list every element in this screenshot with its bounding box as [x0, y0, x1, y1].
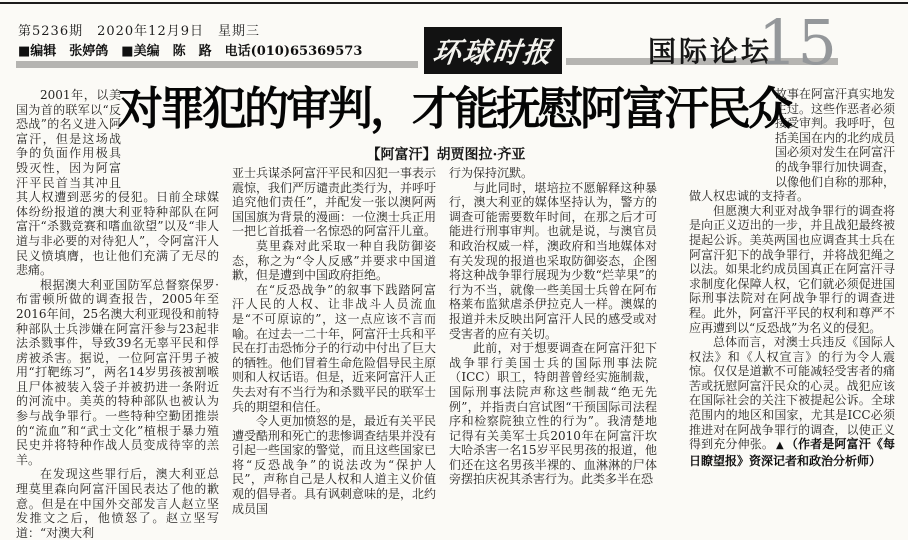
- article-paragraph: 行为保持沉默。: [449, 166, 534, 180]
- article-headline: 对罪犯的审判，才能抚慰阿富汗民众: [118, 83, 791, 134]
- newspaper-logo-text: 环球时报: [430, 35, 555, 69]
- author-credit: （作者是阿富汗《每日瞭望报》资深记者和政治分析师）: [689, 437, 895, 468]
- article-paragraph: 莫里森对此采取一种自我防御姿态，称之为“令人反感”并要求中国道歉，但是遭到中国政府拒绝。: [232, 238, 436, 283]
- section-title: 国际论坛: [648, 35, 773, 68]
- article-paragraph: 此前，对于想要调查在阿富汗犯下战争罪行美国士兵的国际刑事法院（ICC）职工，特朗普曾经实施制裁，国际刑事法院声称这些制裁“绝无先例”，并指责白宫试图“干预国际司法程序和检察院独立性的行为”。我清楚地记得有关美军士兵2010年在阿富汗坎大哈杀害一名15岁平民男孩的报道，他们还在这名男孩半裸的、血淋淋的尸体旁摆拍庆祝其杀害行为。此类多半在恐: [449, 341, 657, 487]
- article-paragraph: 与此同时，堪培拉不愿解释这种暴行，澳大利亚的媒体坚持认为，警方的调查可能需要数年时间，在那之后才可能进行刑事审判。也就是说，与澳官员和政治权威一样，澳政府和当地媒体对有关发现的报道也采取防御姿态，企图将这种战争罪行展现为少数“烂苹果”的行为不当，就像一些美国士兵曾在阿布格莱布监狱虐杀伊拉克人一样。澳媒的报道并未反映出阿富汗人民的感受或对受害者的应有关切。: [449, 180, 657, 341]
- headline-block: [118, 83, 791, 164]
- article-paragraph: 亚士兵谋杀阿富汗平民和囚犯一事表示震惊，我们严厉谴责此类行为，并呼吁追究他们责任”，并配发一张以澳阿两国国旗为背景的漫画：一位澳士兵正用一把匕首抵着一名惊恐的阿富汗儿童。: [232, 166, 437, 239]
- issue-date-line: 第5236期 2020年12月9日 星期三: [18, 24, 260, 39]
- editor-contact-line: ■编辑 张婷鸽 ■美编 陈 路 电话(010)65369573: [18, 44, 363, 59]
- article-column-3: [449, 166, 657, 507]
- article-byline: 【阿富汗】胡贾图拉·齐亚: [366, 146, 526, 163]
- article-paragraph: 总体而言，对澳士兵违反《国际人权法》和《人权宣言》的行为令人震惊。仅仅是道歉不可能减轻受害者的痛苦或抚慰阿富汗民众的心灵。战犯应该在国际社会的关注下被提起公诉。全球范围内的地区和国家，尤其是ICC必须推进对在阿战争罪行的调查，以使正义得到充分伸张。 ▲ （作者是阿富汗《每日瞭望报》资深记者和政治分析师）: [689, 335, 895, 468]
- page-number: 15: [758, 6, 837, 79]
- article-paragraph: 在“反恐战争”的叙事下践踏阿富汗人民的人权、让非战斗人员流血是“不可原谅的”，这一点应该不言而喻。在过去一二十年，阿富汗士兵和平民在打击恐怖分子的行动中付出了巨大的牺牲。他们冒着生命危险倡导民主原则和人权话语。但是，近来阿富汗人正失去对有不当行为和杀戮平民的联军士兵的期望和信任。: [232, 282, 437, 414]
- article-paragraph: 根据澳大利亚国防军总督察保罗·布雷顿所做的调查报告，2005年至2016年间，25名澳大利亚现役和前特种部队士兵涉嫌在阿富汗参与23起非法杀戮事件，导致39名无辜平民和俘虏被杀害。据说，一位阿富汗男子被用“打靶练习”，两名14岁男孩被割喉且尸体被装入袋子并被扔进一条附近的河流中。美英的特种部队也被认为参与战争罪行。一些特种空勤团推崇的“流血”和“武士文化”植根于暴力殖民史并将特种作战人员变成待宰的羔羊。: [16, 277, 219, 467]
- top-rule: [0, 2, 908, 4]
- article-paragraph: 令人更加愤怒的是，最近有关平民遭受酷刑和死亡的悲惨调查结果并没有引起一些国家的警觉，而且这些国家已将“反恐战争”的说法改为“保护人民”，声称自己是人权和人道主义价值观的倡导者。具有讽刺意味的是，北约成员国: [232, 414, 437, 516]
- article-paragraph: 2001年，以美国为首的联军以“反恐战”的名义进入阿富汗，但是这场战争的负面作用极具毁灭性，因为阿富汗平民首当其冲且其人权遭到恶劣的侵犯。日前全球媒体纷纷报道的澳大利亚特种部队在阿富汗“杀戮竞赛和嗜血欲望”以及“非人道与非必要的对待犯人”，令阿富汗人民义愤填膺，也让他们充满了无尽的悲痛。: [16, 88, 219, 278]
- newspaper-logo: [424, 27, 562, 74]
- article-paragraph: 但愿澳大利亚对战争罪行的调查将是向正义迈出的一步，并且战犯最终被提起公诉。美英两国也应调查其士兵在阿富汗犯下的战争罪行，并将战犯绳之以法。如果北约成员国真正在阿富汗寻求制度化保障人权，它们就必须促进国际刑事法院对在阿战争罪行的调查进程。此外，阿富汗平民的权利和尊严不应再遭到以“反恐战”为名义的侵犯。: [689, 203, 895, 335]
- article-paragraph: 在发现这些罪行后，澳大利亚总理莫里森向阿富汗国民表达了他的歉意。但是在中国外交部发言人赵立坚发推文之后，他愤怒了。赵立坚写道：“对澳大利: [16, 467, 219, 540]
- masthead-bar-left: [16, 61, 418, 68]
- article-column-2: [232, 166, 437, 516]
- article-end-mark: ▲: [776, 440, 784, 452]
- article-paragraph: 故事在阿富汗真实地发生过。这些作恶者必须接受审判。我呼吁，包括美国在内的北约成员国必须对发生在阿富汗的战争罪行加快调查，以像他们自称的那种，做人权忠诚的支持者。: [689, 87, 896, 204]
